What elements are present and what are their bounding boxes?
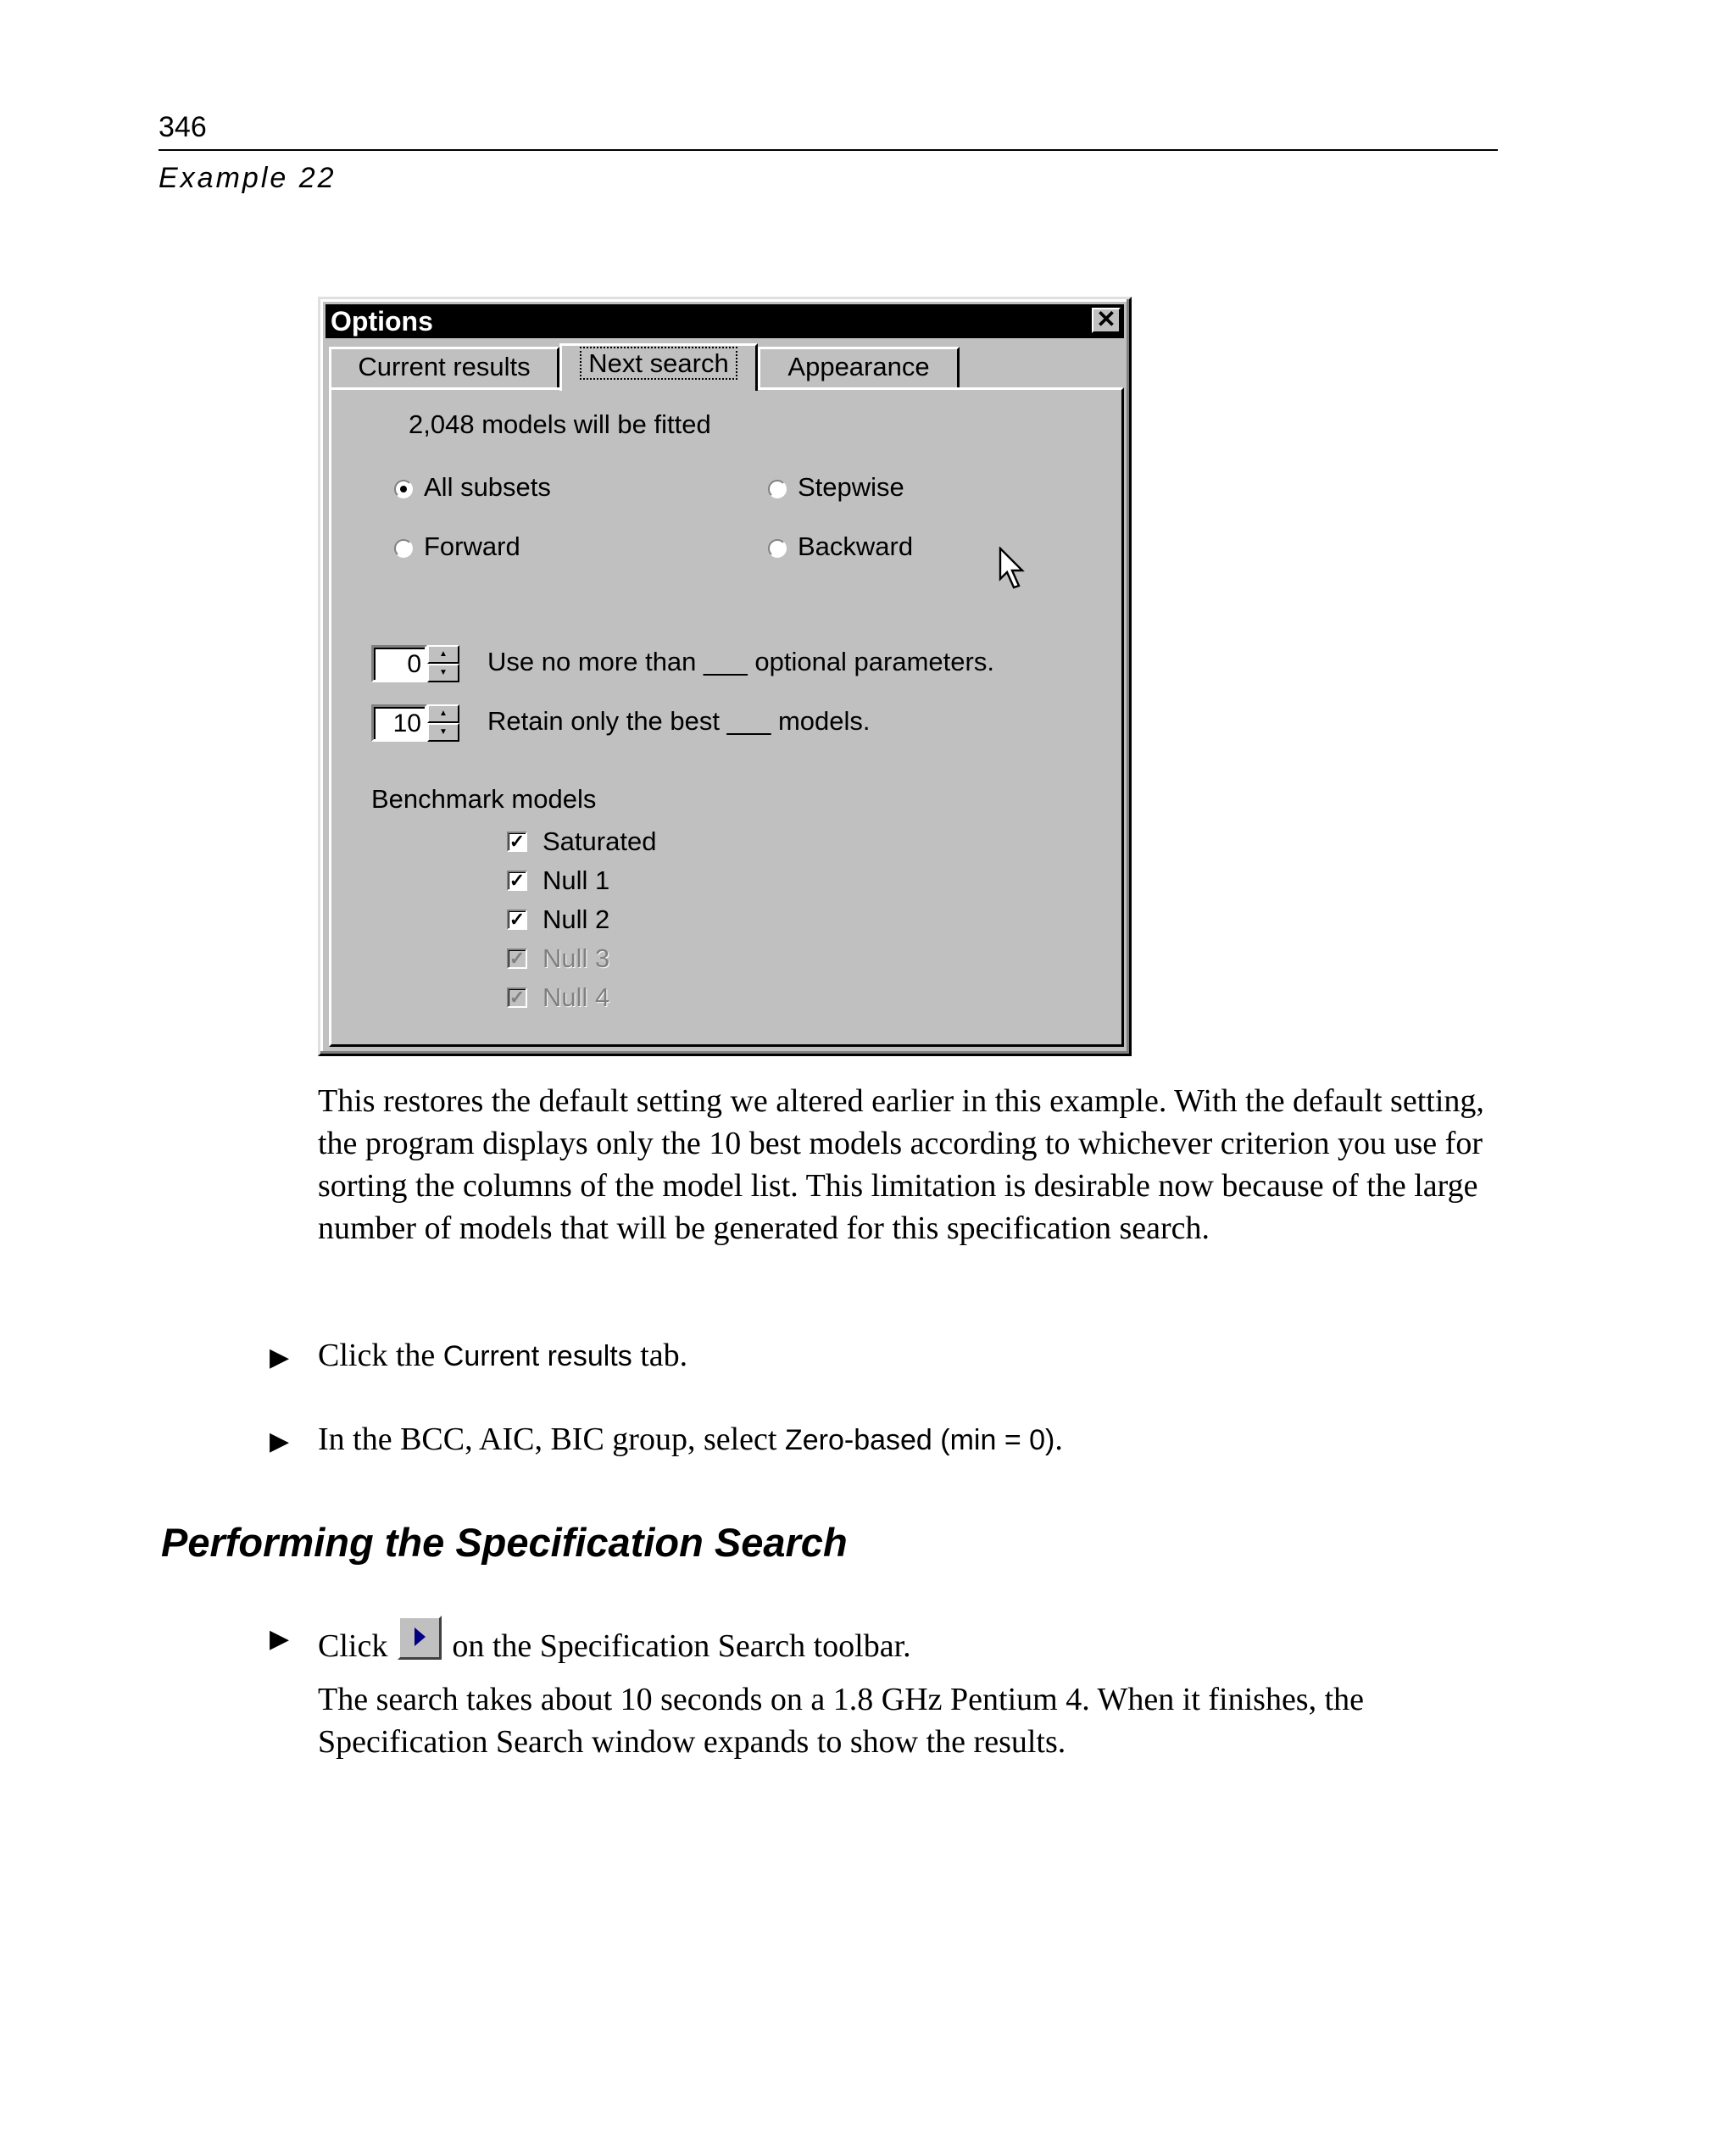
max-params-value: 0 [407,650,421,678]
bullet-arrow-icon: ▶ [270,1427,290,1455]
models-info-text: 2,048 models will be fitted [409,409,711,439]
checkbox-null-4: ✓ [507,988,527,1008]
checkbox-null-4-label: Null 4 [542,982,610,1012]
ui-term-zero-based: Zero-based (min = 0) [784,1424,1055,1456]
section-heading: Performing the Specification Search [161,1520,848,1565]
spin-down-arrow-icon[interactable]: ▼ [427,664,459,682]
retain-best-value: 10 [392,709,421,737]
paragraph-search-duration: The search takes about 10 seconds on a 1.8 GHz Pentium 4. When it finishes, the Specification Search window expands to show the results. [318,1682,1365,1760]
instruction-click-current-results: Click the Current results tab. [318,1338,688,1373]
max-params-label: Use no more than ___ optional parameters. [487,647,994,676]
benchmark-group-label: Benchmark models [371,784,597,814]
radio-forward-label[interactable]: Forward [424,531,520,561]
running-head: Example 22 [159,162,337,194]
bullet-arrow-icon: ▶ [270,1344,290,1372]
max-params-input[interactable] [371,645,427,682]
dialog-titlebar [326,304,1124,338]
instruction-click-run: Click on the Specification Search toolbar. [318,1616,1505,1667]
run-search-icon [398,1616,442,1660]
radio-backward-label[interactable]: Backward [798,531,914,561]
spin-down-arrow-icon[interactable]: ▼ [427,723,459,742]
max-params-stepper[interactable] [427,645,459,682]
retain-best-label: Retain only the best ___ models. [487,706,871,736]
checkbox-saturated[interactable]: ✓ [507,832,527,852]
ui-term-current-results: Current results [442,1340,632,1372]
checkbox-saturated-label[interactable]: Saturated [542,826,657,856]
close-icon: ✕ [1096,306,1116,332]
options-dialog [318,297,1132,1056]
radio-backward[interactable] [768,539,787,558]
close-button[interactable] [1092,308,1121,333]
header-rule [159,149,1498,151]
radio-stepwise[interactable] [768,480,787,498]
tab-next-search[interactable]: Next search [559,343,758,391]
checkbox-null-1[interactable]: ✓ [507,871,527,891]
checkbox-null-2[interactable]: ✓ [507,910,527,930]
mouse-pointer-icon [999,547,1027,591]
radio-forward[interactable] [394,539,413,558]
radio-all-subsets-label[interactable]: All subsets [424,472,551,502]
retain-best-input[interactable] [371,704,427,742]
retain-best-stepper[interactable] [427,704,459,742]
checkbox-null-1-label[interactable]: Null 1 [542,865,610,895]
radio-all-subsets[interactable] [394,480,413,498]
checkbox-null-3-label: Null 3 [542,943,610,973]
bullet-arrow-icon: ▶ [270,1625,290,1653]
dialog-title: Options [331,306,433,337]
spin-up-arrow-icon[interactable]: ▲ [427,704,459,723]
tab-appearance[interactable]: Appearance [758,347,960,387]
spin-up-arrow-icon[interactable]: ▲ [427,645,459,664]
instruction-select-zero-based: In the BCC, AIC, BIC group, select Zero-based (min = 0). [318,1422,1063,1457]
paragraph-default-setting: This restores the default setting we altered earlier in this example. With the default setting, the program displays only the 10 best models according to whichever criterion you use for sorting the columns of the model list. This limitation is desirable now because of the large number of models that will be generated for this specification search. [318,1083,1484,1246]
checkbox-null-2-label[interactable]: Null 2 [542,904,610,934]
page-number: 346 [159,111,207,143]
checkbox-null-3: ✓ [507,949,527,969]
radio-stepwise-label[interactable]: Stepwise [798,472,904,502]
tab-current-results[interactable]: Current results [329,347,559,387]
